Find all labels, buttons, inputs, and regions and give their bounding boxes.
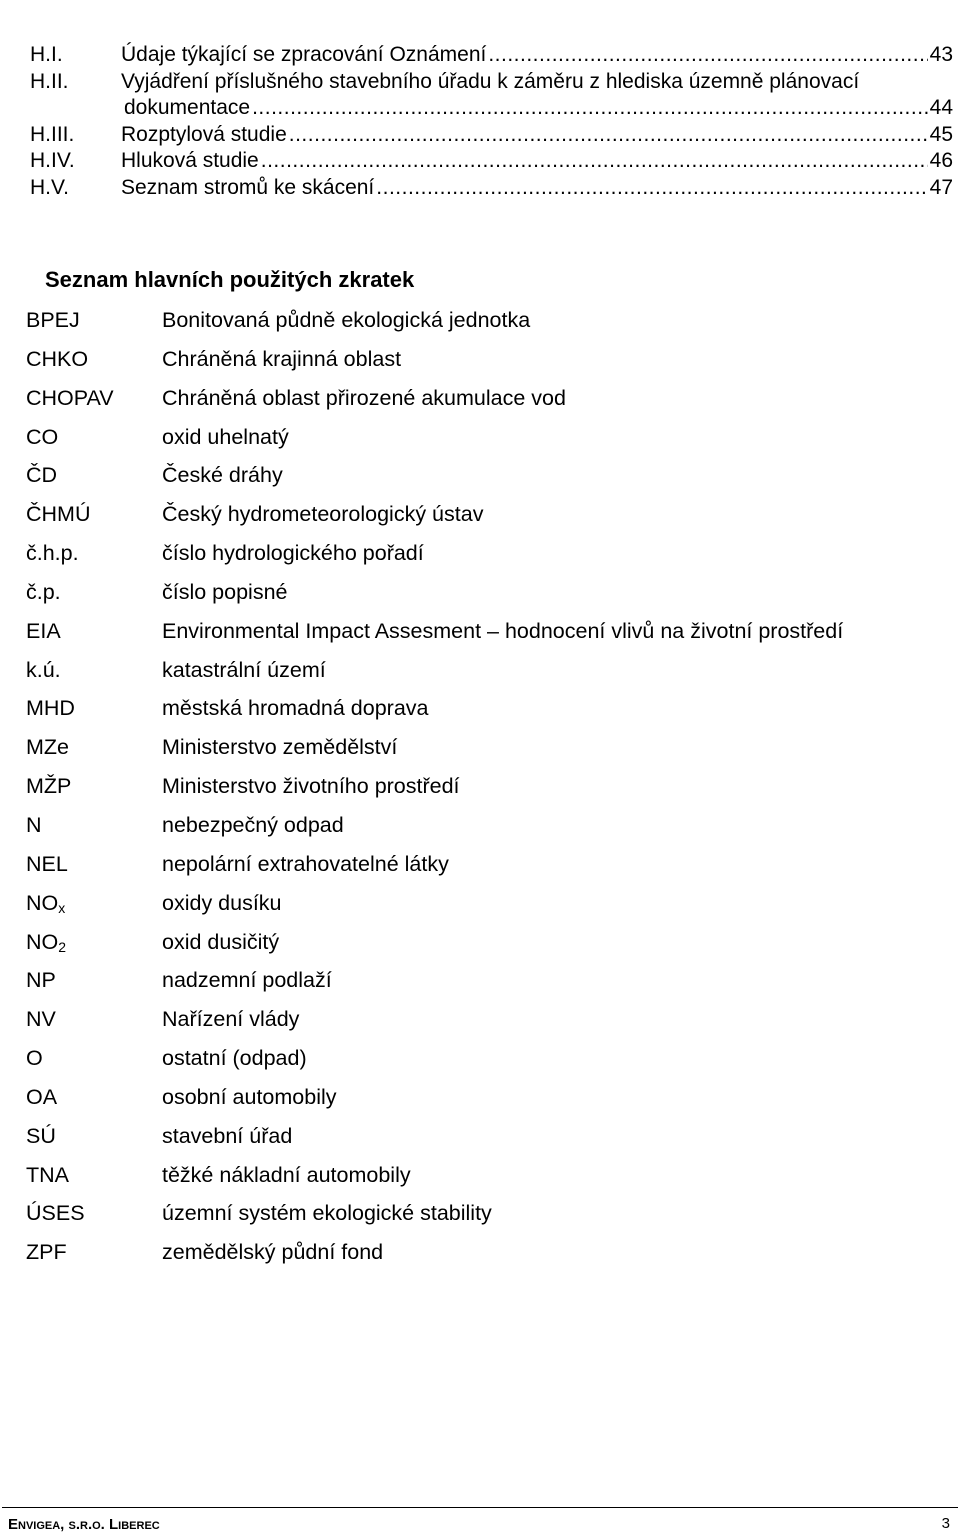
abbreviation-term bbox=[26, 1121, 56, 1151]
abbreviation-row bbox=[26, 1160, 946, 1199]
toc-entry-page: 43 bbox=[929, 43, 953, 66]
abbreviation-term bbox=[26, 1160, 69, 1190]
abbreviation-term bbox=[26, 810, 42, 840]
abbreviation-row bbox=[26, 422, 946, 461]
abbreviation-term-text: NV bbox=[26, 1007, 56, 1032]
abbreviation-row bbox=[26, 1198, 946, 1237]
abbreviation-row bbox=[26, 732, 946, 771]
toc-entry-page: 45 bbox=[929, 122, 953, 146]
toc-entry-title: Vyjádření příslušného stavebního úřadu k záměru z hlediska územně plánovací bbox=[121, 69, 860, 93]
abbreviation-term-subscript: x bbox=[58, 899, 66, 916]
toc-entry-h-v[interactable] bbox=[30, 175, 953, 202]
abbreviation-meaning: Nařízení vlády bbox=[162, 1007, 300, 1032]
abbreviation-term-text: NEL bbox=[26, 851, 68, 876]
abbreviation-term-text: CHOPAV bbox=[26, 385, 114, 410]
abbreviation-meaning: Environmental Impact Assesment – hodnocení vlivů na životní prostředí bbox=[162, 618, 844, 643]
abbreviation-term bbox=[26, 305, 80, 335]
toc-entry-number: H.III. bbox=[30, 122, 75, 146]
table-of-contents bbox=[30, 42, 953, 201]
abbreviation-term bbox=[26, 849, 68, 879]
abbreviation-term-text: k.ú. bbox=[26, 657, 61, 682]
abbreviation-row bbox=[26, 1121, 946, 1160]
toc-entry-h-iii[interactable] bbox=[30, 122, 953, 149]
abbreviation-term-text: NO bbox=[26, 929, 59, 954]
abbreviation-term-text: BPEJ bbox=[26, 308, 80, 332]
abbreviation-meaning: osobní automobily bbox=[162, 1084, 337, 1109]
toc-entry-page: 47 bbox=[929, 175, 953, 199]
abbreviation-meaning: těžké nákladní automobily bbox=[162, 1162, 411, 1187]
abbreviation-meaning: Bonitovaná půdně ekologická jednotka bbox=[162, 308, 531, 332]
abbreviation-term-text: CO bbox=[26, 424, 59, 449]
abbreviation-term bbox=[26, 1082, 57, 1112]
abbreviation-term-text: NP bbox=[26, 968, 56, 993]
abbreviation-row bbox=[26, 771, 946, 810]
toc-leader-dots bbox=[376, 175, 927, 202]
abbreviation-term-text: ČD bbox=[26, 463, 58, 488]
toc-leader-dots bbox=[252, 95, 928, 122]
toc-entry-number: H.II. bbox=[30, 69, 69, 93]
abbreviation-term-text: č.p. bbox=[26, 579, 61, 604]
toc-entry-number: H.V. bbox=[30, 175, 69, 199]
abbreviation-meaning: zemědělský půdní fond bbox=[162, 1240, 384, 1265]
toc-leader-dots bbox=[261, 148, 928, 175]
abbreviation-meaning: oxid uhelnatý bbox=[162, 424, 289, 449]
toc-leader-dots bbox=[289, 122, 928, 149]
abbreviation-meaning: Ministerstvo zemědělství bbox=[162, 735, 398, 760]
abbreviation-term bbox=[26, 965, 56, 995]
abbreviation-term-text: MŽP bbox=[26, 774, 72, 799]
abbreviation-row bbox=[26, 965, 946, 1004]
abbreviation-row bbox=[26, 577, 946, 616]
toc-entry-number: H.I. bbox=[30, 43, 63, 66]
abbreviation-term-text: ZPF bbox=[26, 1240, 67, 1265]
abbreviation-meaning: číslo popisné bbox=[162, 579, 288, 604]
abbreviation-row bbox=[26, 1004, 946, 1043]
toc-leader-dots bbox=[488, 42, 927, 69]
toc-entry-page: 46 bbox=[929, 149, 953, 172]
toc-entry-h-iv[interactable] bbox=[30, 148, 953, 175]
abbreviation-term bbox=[26, 927, 66, 957]
abbreviation-row bbox=[26, 888, 946, 927]
abbreviation-term bbox=[26, 577, 61, 607]
footer-divider bbox=[2, 1507, 958, 1508]
abbreviation-term-text: MZe bbox=[26, 735, 69, 760]
abbreviation-meaning: Ministerstvo životního prostředí bbox=[162, 774, 460, 799]
abbreviation-term-text: ÚSES bbox=[26, 1201, 85, 1226]
abbreviation-meaning: Chráněná krajinná oblast bbox=[162, 346, 402, 371]
abbreviation-meaning: městská hromadná doprava bbox=[162, 696, 429, 721]
abbreviation-row bbox=[26, 383, 946, 422]
abbreviation-term-text: č.h.p. bbox=[26, 541, 79, 566]
abbreviation-term-text: OA bbox=[26, 1084, 58, 1109]
abbreviation-term-text: MHD bbox=[26, 696, 75, 721]
abbreviation-term-text: N bbox=[26, 812, 42, 837]
toc-entry-title: Údaje týkající se zpracování Oznámení bbox=[121, 43, 487, 66]
abbreviation-term bbox=[26, 1043, 43, 1073]
abbreviation-term bbox=[26, 460, 57, 490]
abbreviation-row bbox=[26, 1082, 946, 1121]
abbreviation-term bbox=[26, 538, 79, 568]
toc-entry-page: 44 bbox=[929, 96, 953, 119]
abbreviation-meaning: České dráhy bbox=[162, 463, 283, 488]
footer-company-name: Envigea, s.r.o. Liberec bbox=[8, 1516, 160, 1533]
abbreviation-term bbox=[26, 693, 75, 723]
abbreviations-heading: Seznam hlavních použitých zkratek bbox=[45, 267, 415, 292]
abbreviation-term-text: NO bbox=[26, 890, 59, 915]
abbreviation-meaning: nadzemní podlaží bbox=[162, 968, 332, 993]
abbreviation-term-text: ČHMÚ bbox=[26, 502, 91, 527]
abbreviation-meaning: stavební úřad bbox=[162, 1123, 293, 1148]
abbreviation-meaning: oxidy dusíku bbox=[162, 890, 282, 915]
abbreviations-list bbox=[26, 305, 946, 1276]
abbreviation-row bbox=[26, 1237, 946, 1276]
abbreviation-term bbox=[26, 1198, 85, 1228]
abbreviation-term bbox=[26, 383, 114, 413]
abbreviation-term-text: SÚ bbox=[26, 1123, 56, 1148]
abbreviation-meaning: oxid dusičitý bbox=[162, 929, 280, 954]
abbreviation-meaning: katastrální území bbox=[162, 657, 326, 682]
abbreviation-row bbox=[26, 693, 946, 732]
abbreviation-row bbox=[26, 616, 946, 655]
abbreviation-row bbox=[26, 655, 946, 694]
toc-entry-title-continued: dokumentace bbox=[124, 96, 251, 119]
abbreviation-term bbox=[26, 499, 91, 529]
abbreviation-row bbox=[26, 538, 946, 577]
abbreviation-term bbox=[26, 1004, 56, 1034]
abbreviation-term bbox=[26, 732, 69, 762]
toc-entry-h-i[interactable] bbox=[30, 42, 953, 69]
abbreviation-term bbox=[26, 422, 58, 452]
abbreviation-row bbox=[26, 849, 946, 888]
abbreviation-term-text: O bbox=[26, 1046, 43, 1071]
abbreviation-row bbox=[26, 460, 946, 499]
abbreviation-meaning: číslo hydrologického pořadí bbox=[162, 541, 424, 566]
abbreviation-meaning: ostatní (odpad) bbox=[162, 1046, 307, 1071]
abbreviation-meaning: Český hydrometeorologický ústav bbox=[162, 502, 484, 527]
abbreviation-term bbox=[26, 771, 71, 801]
toc-entry-title: Rozptylová studie bbox=[121, 122, 287, 146]
footer-page-number: 3 bbox=[941, 1515, 950, 1532]
abbreviation-term-text: CHKO bbox=[26, 346, 89, 371]
abbreviation-row bbox=[26, 1043, 946, 1082]
abbreviation-row bbox=[26, 927, 946, 966]
abbreviation-term-subscript: 2 bbox=[58, 938, 67, 955]
abbreviation-term bbox=[26, 616, 61, 646]
abbreviation-meaning: nebezpečný odpad bbox=[162, 812, 344, 837]
abbreviation-row bbox=[26, 499, 946, 538]
toc-entry-number: H.IV. bbox=[30, 149, 75, 172]
abbreviation-meaning: nepolární extrahovatelné látky bbox=[162, 851, 449, 876]
abbreviation-term bbox=[26, 344, 88, 374]
abbreviation-row bbox=[26, 810, 946, 849]
abbreviation-row bbox=[26, 305, 946, 344]
abbreviation-term-text: TNA bbox=[26, 1162, 69, 1187]
abbreviation-meaning: Chráněná oblast přirozené akumulace vod bbox=[162, 385, 566, 410]
abbreviation-term bbox=[26, 888, 65, 918]
toc-entry-h-ii[interactable] bbox=[30, 69, 953, 122]
abbreviation-term bbox=[26, 655, 61, 685]
abbreviation-meaning: územní systém ekologické stability bbox=[162, 1201, 492, 1226]
abbreviation-term-text: EIA bbox=[26, 618, 61, 643]
abbreviation-term bbox=[26, 1237, 67, 1267]
abbreviation-row bbox=[26, 344, 946, 383]
toc-entry-title: Hluková studie bbox=[121, 149, 259, 172]
toc-entry-title: Seznam stromů ke skácení bbox=[121, 175, 375, 199]
